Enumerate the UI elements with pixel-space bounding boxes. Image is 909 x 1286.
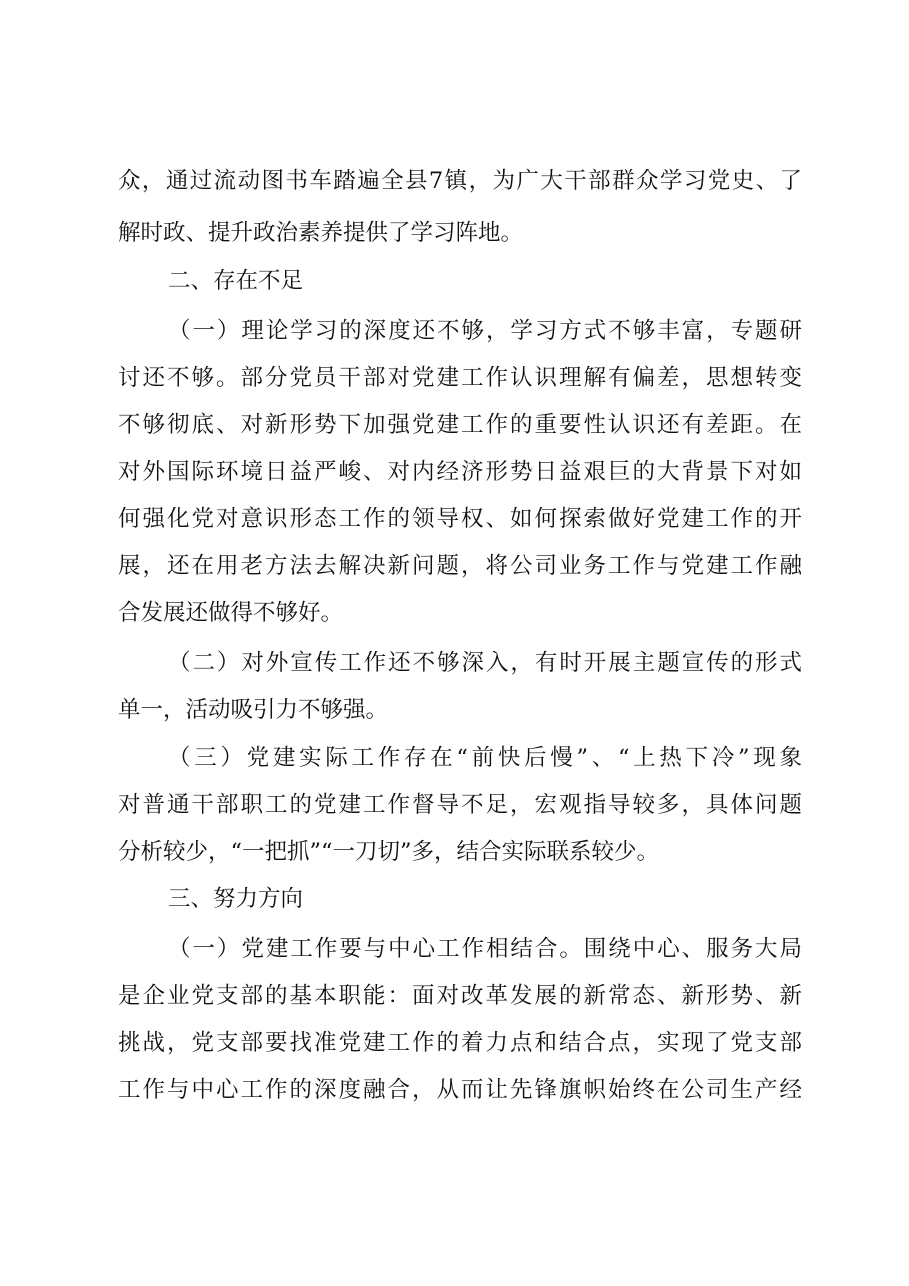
paragraph-line: 讨还不够。部分党员干部对党建工作认识理解有偏差，思想转变: [118, 365, 802, 391]
paragraph-line: （一）理论学习的深度还不够，学习方式不够丰富，专题研: [168, 318, 802, 344]
paragraph-line: 分析较少，“一把抓”“一刀切”多，结合实际联系较少。: [118, 839, 660, 865]
paragraph-line: 众，通过流动图书车踏遍全县7镇，为广大干部群众学习党史、了: [118, 168, 802, 194]
paragraph-line: （三）党建实际工作存在“前快后慢”、“上热下冷”现象: [168, 745, 802, 771]
paragraph-line: 对普通干部职工的党建工作督导不足，宏观指导较多，具体问题: [118, 792, 802, 818]
paragraph-line: 合发展还做得不够好。: [118, 600, 344, 626]
paragraph-line: 何强化党对意识形态工作的领导权、如何探索做好党建工作的开: [118, 506, 802, 532]
paragraph-line: （一）党建工作要与中心工作相结合。围绕中心、服务大局: [168, 936, 802, 962]
paragraph-line: 展，还在用老方法去解决新问题，将公司业务工作与党建工作融: [118, 553, 802, 579]
paragraph-line: 是企业党支部的基本职能：面对改革发展的新常态、新形势、新: [118, 983, 802, 1009]
paragraph-line: 对外国际环境日益严峻、对内经济形势日益艰巨的大背景下对如: [118, 459, 802, 485]
paragraph-line: 工作与中心工作的深度融合，从而让先锋旗帜始终在公司生产经: [118, 1077, 802, 1103]
paragraph-line: 不够彻底、对新形势下加强党建工作的重要性认识还有差距。在: [118, 412, 802, 438]
paragraph-line: 解时政、提升政治素养提供了学习阵地。: [118, 220, 524, 246]
section-heading-shortcomings: 二、存在不足: [168, 268, 304, 294]
paragraph-line: （二）对外宣传工作还不够深入，有时开展主题宣传的形式: [168, 650, 802, 676]
paragraph-line: 单一，活动吸引力不够强。: [118, 697, 389, 723]
paragraph-line: 挑战，党支部要找准党建工作的着力点和结合点，实现了党支部: [118, 1030, 802, 1056]
section-heading-direction: 三、努力方向: [168, 886, 304, 912]
